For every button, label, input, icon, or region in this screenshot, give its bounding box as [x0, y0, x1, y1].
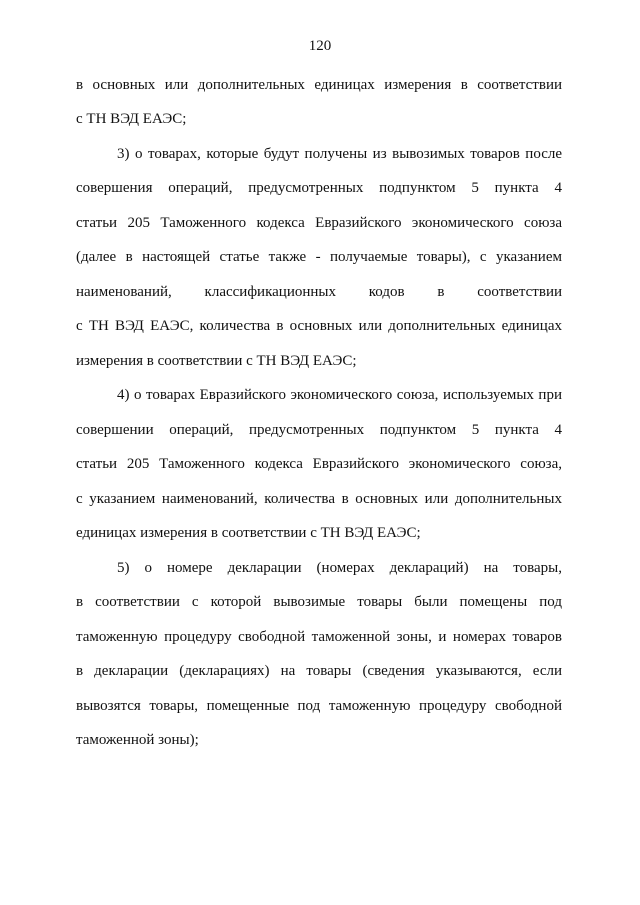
text-line: наименований, классификационных кодов в соответствии	[76, 284, 562, 300]
text-line: 4) о товарах Евразийского экономического союза, используемых при	[117, 387, 562, 403]
text-line: 5) о номере декларации (номерах деклараций) на товары,	[117, 560, 562, 576]
text-line: с ТН ВЭД ЕАЭС, количества в основных или дополнительных единицах	[76, 318, 562, 334]
text-line: статьи 205 Таможенного кодекса Евразийского экономического союза	[76, 215, 562, 231]
page-number: 120	[308, 38, 332, 54]
text-line: с ТН ВЭД ЕАЭС;	[76, 111, 187, 127]
text-line: 3) о товарах, которые будут получены из вывозимых товаров после	[117, 146, 562, 162]
text-line: измерения в соответствии с ТН ВЭД ЕАЭС;	[76, 353, 357, 369]
text-line: в декларации (декларациях) на товары (сведения указываются, если	[76, 663, 562, 679]
text-line: с указанием наименований, количества в основных или дополнительных	[76, 491, 562, 507]
text-line: в основных или дополнительных единицах измерения в соответствии	[76, 77, 562, 93]
text-line: вывозятся товары, помещенные под таможенную процедуру свободной	[76, 698, 562, 714]
text-line: таможенной зоны);	[76, 732, 199, 748]
text-line: (далее в настоящей статье также - получаемые товары), с указанием	[76, 249, 562, 265]
text-line: таможенную процедуру свободной таможенной зоны, и номерах товаров	[76, 629, 562, 645]
text-line: единицах измерения в соответствии с ТН ВЭД ЕАЭС;	[76, 525, 421, 541]
text-line: совершении операций, предусмотренных подпунктом 5 пункта 4	[76, 422, 562, 438]
text-line: совершения операций, предусмотренных подпунктом 5 пункта 4	[76, 180, 562, 196]
text-line: в соответствии с которой вывозимые товары были помещены под	[76, 594, 562, 610]
text-line: статьи 205 Таможенного кодекса Евразийского экономического союза,	[76, 456, 562, 472]
